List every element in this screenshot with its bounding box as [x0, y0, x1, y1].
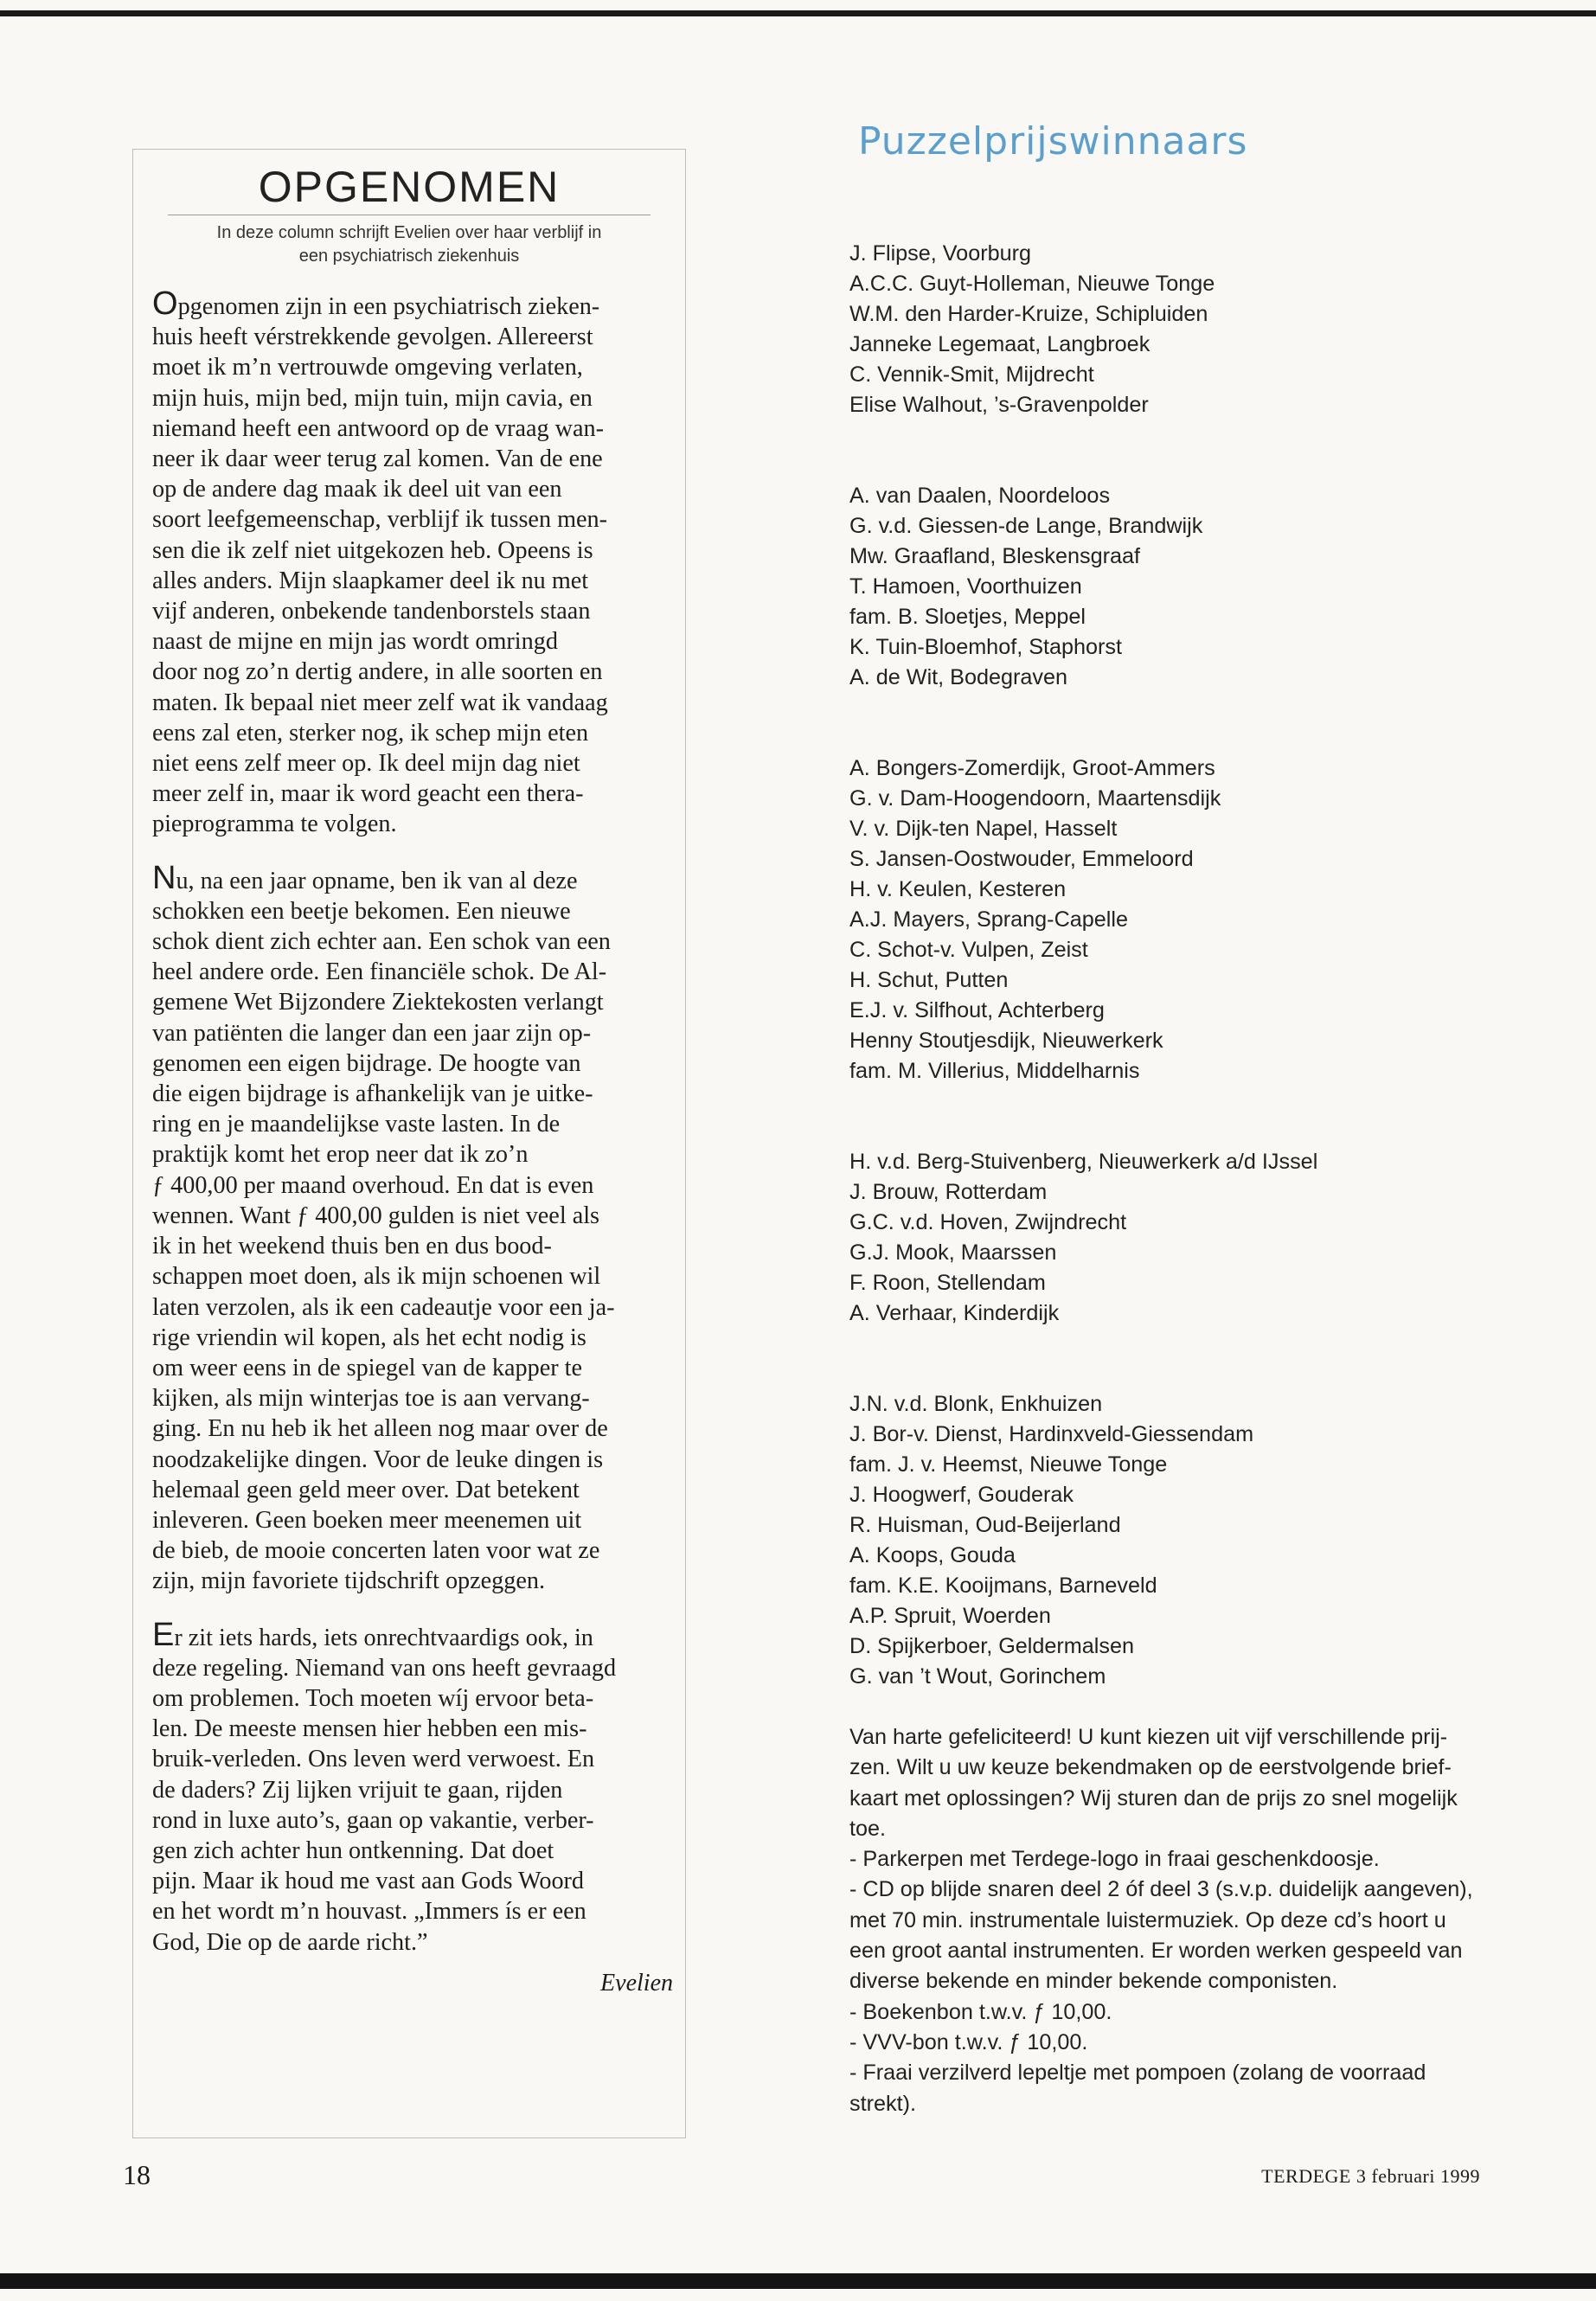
line-text: rige vriendin wil kopen, als het echt nodig is	[152, 1324, 586, 1351]
winner-name: fam. M. Villerius, Middelharnis	[849, 1059, 1140, 1083]
winners-title: Puzzelprijswinnaars	[858, 119, 1248, 163]
signature: Evelien	[600, 1969, 673, 1997]
text-line	[152, 748, 673, 779]
text-line	[152, 535, 673, 566]
text-line	[152, 1683, 673, 1714]
column-body	[152, 285, 673, 1998]
text-line	[152, 1714, 673, 1744]
text-line	[152, 1292, 673, 1323]
line-text: om weer eens in de spiegel van de kapper te	[152, 1354, 582, 1381]
winner-name: J. Brouw, Rotterdam	[849, 1180, 1048, 1204]
winner-group	[849, 1147, 1481, 1329]
line-text: mijn huis, mijn bed, mijn tuin, mijn cavia, en	[152, 384, 593, 412]
line-text: heel andere orde. Een financiële schok. De Al-	[152, 958, 607, 986]
text-line	[152, 1775, 673, 1805]
text-line	[152, 957, 673, 987]
text-line	[152, 1566, 673, 1596]
winner-name: A. van Daalen, Noordeloos	[849, 484, 1111, 508]
winner-name: A. Verhaar, Kinderdijk	[849, 1301, 1060, 1325]
winner-group	[849, 481, 1481, 693]
line-text: helemaal geen geld meer over. Dat betekent	[152, 1476, 580, 1503]
closing-line: - Fraai verzilverd lepeltje met pompoen (zolang de voorraad	[849, 2061, 1426, 2086]
text-line	[152, 1413, 673, 1444]
winner-name: H. Schut, Putten	[849, 968, 1009, 992]
text-line	[152, 383, 673, 413]
text-line	[152, 413, 673, 444]
closing-line: kaart met oplossingen? Wij sturen dan de prijs zo snel mogelijk	[849, 1785, 1458, 1811]
line-text: pieprogramma te volgen.	[152, 811, 397, 838]
paragraph-3	[152, 1616, 673, 1958]
line-text: praktijk komt het erop neer dat ik zo’n	[152, 1141, 529, 1169]
line-text: wennen. Want ƒ 400,00 gulden is niet veel als	[152, 1202, 600, 1229]
line-text: de bieb, de mooie concerten laten voor wat ze	[152, 1537, 600, 1565]
text-line	[152, 1616, 673, 1653]
line-text: kijken, als mijn winterjas toe is aan vervang-	[152, 1385, 590, 1413]
winner-name: A. Bongers-Zomerdijk, Groot-Ammers	[849, 756, 1215, 780]
line-text: u, na een jaar opname, ben ik van al deze	[176, 867, 578, 894]
winner-name: A.C.C. Guyt-Holleman, Nieuwe Tonge	[849, 272, 1215, 296]
winner-name: T. Hamoen, Voorthuizen	[849, 574, 1082, 599]
line-text: gemene Wet Bijzondere Ziektekosten verlangt	[152, 989, 604, 1016]
text-line	[152, 626, 673, 657]
text-line	[152, 688, 673, 718]
text-line	[152, 1653, 673, 1683]
text-line	[152, 1018, 673, 1048]
top-rule	[0, 10, 1596, 16]
bottom-rule	[0, 2273, 1596, 2289]
winner-name: Henny Stoutjesdijk, Nieuwerkerk	[849, 1029, 1163, 1053]
winner-name: A. Koops, Gouda	[849, 1543, 1016, 1567]
text-line	[152, 859, 673, 896]
text-line	[152, 1261, 673, 1292]
closing-line: toe.	[849, 1816, 887, 1841]
line-text: schappen moet doen, als ik mijn schoenen wil	[152, 1263, 601, 1291]
line-text: God, Die op de aarde richt.”	[152, 1928, 428, 1956]
text-line	[152, 1201, 673, 1231]
text-line	[152, 285, 673, 322]
line-text: r zit iets hards, iets onrechtvaardigs ook, in	[174, 1624, 593, 1651]
closing-line: - Parkerpen met Terdege-logo in fraai geschenkdoosje.	[849, 1847, 1380, 1872]
winner-name: J. Bor-v. Dienst, Hardinxveld-Giessendam	[849, 1422, 1254, 1446]
text-line	[152, 779, 673, 809]
text-line	[152, 1744, 673, 1774]
winner-name: J. Flipse, Voorburg	[849, 241, 1031, 266]
text-line	[152, 657, 673, 687]
text-line	[152, 1805, 673, 1836]
paragraph-1	[152, 285, 673, 840]
text-line	[152, 504, 673, 535]
line-text: ging. En nu heb ik het alleen nog maar over de	[152, 1415, 608, 1443]
line-text: pijn. Maar ik houd me vast aan Gods Woord	[152, 1868, 585, 1895]
line-text: die eigen bijdrage is afhankelijk van je uitke-	[152, 1080, 593, 1108]
text-line	[152, 1323, 673, 1353]
winner-name: A. de Wit, Bodegraven	[849, 665, 1068, 689]
winner-group	[849, 753, 1481, 1086]
text-line	[152, 1896, 673, 1926]
closing-line: strekt).	[849, 2091, 916, 2116]
text-line	[152, 1383, 673, 1413]
drop-initial: N	[152, 859, 176, 896]
winner-name: G.J. Mook, Maarssen	[849, 1240, 1057, 1265]
drop-initial: E	[152, 1616, 175, 1653]
text-line	[152, 566, 673, 596]
closing-line: - CD op blijde snaren deel 2 óf deel 3 (s.v.p. duidelijk aangeven),	[849, 1877, 1473, 1902]
text-line	[152, 896, 673, 926]
line-text: en het wordt m’n houvast. „Immers ís er een	[152, 1898, 586, 1926]
closing-line: - VVV-bon t.w.v. ƒ 10,00.	[849, 2029, 1088, 2054]
subtitle-line: In deze column schrijft Evelien over haar verblijf in	[216, 223, 602, 242]
line-text: noodzakelijke dingen. Voor de leuke dingen is	[152, 1445, 604, 1473]
magazine-footer: TERDEGE 3 februari 1999	[1261, 2165, 1480, 2187]
closing-line: een groot aantal instrumenten. Er worden werken gespeeld van	[849, 1939, 1463, 1964]
line-text: vijf anderen, onbekende tandenborstels staan	[152, 598, 591, 625]
line-text: niemand heeft een antwoord op de vraag wan-	[152, 414, 605, 442]
winner-group	[849, 239, 1481, 420]
line-text: soort leefgemeenschap, verblijf ik tussen men-	[152, 506, 607, 534]
text-line	[152, 1231, 673, 1261]
winner-name: D. Spijkerboer, Geldermalsen	[849, 1634, 1134, 1658]
text-line	[152, 1079, 673, 1109]
text-line	[152, 809, 673, 839]
winner-name: G. v. Dam-Hoogendoorn, Maartensdijk	[849, 786, 1221, 811]
line-text: gen zich achter hun ontkenning. Dat doet	[152, 1836, 554, 1864]
text-line	[152, 987, 673, 1017]
line-text: deze regeling. Niemand van ons heeft gevraagd	[152, 1654, 617, 1682]
winner-name: F. Roon, Stellendam	[849, 1271, 1046, 1295]
text-line	[152, 1505, 673, 1535]
column-subtitle	[168, 221, 651, 268]
text-line	[152, 596, 673, 626]
line-text: bruik-verleden. Ons leven werd verwoest. En	[152, 1746, 595, 1773]
text-line	[152, 1139, 673, 1170]
winner-name: G. van ’t Wout, Gorinchem	[849, 1664, 1106, 1689]
winner-name: fam. K.E. Kooijmans, Barneveld	[849, 1574, 1157, 1598]
text-line	[152, 352, 673, 382]
prize-description	[849, 1722, 1481, 2119]
line-text: door nog zo’n dertig andere, in alle soorten en	[152, 658, 603, 686]
line-text: om problemen. Toch moeten wíj ervoor beta-	[152, 1684, 594, 1712]
winner-groups	[849, 239, 1481, 1692]
text-line	[152, 1836, 673, 1866]
winners-list	[849, 239, 1481, 2119]
winner-name: fam. J. v. Heemst, Nieuwe Tonge	[849, 1452, 1168, 1477]
text-line	[152, 322, 673, 352]
text-line	[152, 474, 673, 504]
line-text: sen die ik zelf niet uitgekozen heb. Opeens is	[152, 536, 593, 564]
line-text: van patiënten die langer dan een jaar zijn op-	[152, 1019, 592, 1047]
line-text: niet eens zelf meer op. Ik deel mijn dag niet	[152, 750, 580, 778]
line-text: eens zal eten, sterker nog, ik schep mijn eten	[152, 719, 589, 747]
winner-name: Janneke Legemaat, Langbroek	[849, 332, 1151, 356]
closing-line: zen. Wilt u uw keuze bekendmaken op de eerstvolgende brief-	[849, 1755, 1452, 1780]
winner-name: A.P. Spruit, Woerden	[849, 1604, 1051, 1628]
text-line	[152, 1866, 673, 1896]
line-text: schokken een beetje bekomen. Een nieuwe	[152, 897, 571, 925]
line-text: meer zelf in, maar ik word geacht een thera-	[152, 780, 584, 808]
subtitle-line: een psychiatrisch ziekenhuis	[298, 247, 520, 266]
line-text: len. De meeste mensen hier hebben een mis-	[152, 1715, 587, 1743]
line-text: huis heeft vérstrekkende gevolgen. Allereerst	[152, 324, 593, 351]
line-text: naast de mijne en mijn jas wordt omringd	[152, 628, 558, 656]
winner-name: K. Tuin-Bloemhof, Staphorst	[849, 635, 1123, 659]
winner-name: Mw. Graafland, Bleskensgraaf	[849, 544, 1140, 568]
text-line	[152, 926, 673, 957]
paragraph-2	[152, 859, 673, 1597]
column-box	[132, 149, 686, 2138]
text-line	[152, 1475, 673, 1505]
text-line	[152, 1170, 673, 1201]
winner-name: S. Jansen-Oostwouder, Emmeloord	[849, 847, 1194, 871]
winner-name: V. v. Dijk-ten Napel, Hasselt	[849, 817, 1118, 841]
winner-name: J. Hoogwerf, Gouderak	[849, 1483, 1074, 1507]
closing-line: - Boekenbon t.w.v. ƒ 10,00.	[849, 1999, 1112, 2024]
line-text: neer ik daar weer terug zal komen. Van de ene	[152, 445, 603, 473]
line-text: genomen een eigen bijdrage. De hoogte van	[152, 1049, 581, 1077]
text-line	[152, 444, 673, 474]
winner-name: C. Vennik-Smit, Mijdrecht	[849, 362, 1094, 387]
line-text: ring en je maandelijkse vaste lasten. In de	[152, 1111, 561, 1138]
line-text: ik in het weekend thuis ben en dus bood-	[152, 1233, 552, 1260]
winner-group	[849, 1389, 1481, 1692]
line-text: ƒ 400,00 per maand overhoud. En dat is even	[152, 1171, 594, 1199]
closing-line: Van harte gefeliciteerd! U kunt kiezen uit vijf verschillende prij-	[849, 1725, 1448, 1749]
text-line	[152, 718, 673, 748]
winner-name: E.J. v. Silfhout, Achterberg	[849, 998, 1105, 1022]
text-line	[152, 1445, 673, 1475]
column-title: OPGENOMEN	[258, 163, 561, 211]
winner-name: A.J. Mayers, Sprang-Capelle	[849, 907, 1128, 932]
text-line	[152, 1535, 673, 1566]
winner-name: Elise Walhout, ’s-Gravenpolder	[849, 393, 1149, 417]
winner-name: W.M. den Harder-Kruize, Schipluiden	[849, 302, 1208, 326]
winner-name: C. Schot-v. Vulpen, Zeist	[849, 938, 1088, 962]
line-text: laten verzolen, als ik een cadeautje voor een ja-	[152, 1293, 615, 1321]
winner-name: J.N. v.d. Blonk, Enkhuizen	[849, 1392, 1103, 1416]
line-text: de daders? Zij lijken vrijuit te gaan, rijden	[152, 1776, 563, 1804]
line-text: rond in luxe auto’s, gaan op vakantie, verber-	[152, 1806, 594, 1834]
closing-line: diverse bekende en minder bekende componisten.	[849, 1969, 1338, 1994]
text-line	[152, 1048, 673, 1079]
closing-line: met 70 min. instrumentale luistermuziek. Op deze cd’s hoort u	[849, 1907, 1446, 1932]
winner-name: H. v. Keulen, Kesteren	[849, 877, 1067, 901]
line-text: schok dient zich echter aan. Een schok van een	[152, 928, 611, 956]
line-text: zijn, mijn favoriete tijdschrift opzeggen.	[152, 1567, 545, 1595]
winner-name: H. v.d. Berg-Stuivenberg, Nieuwerkerk a/d IJssel	[849, 1150, 1318, 1174]
line-text: op de andere dag maak ik deel uit van een	[152, 476, 562, 503]
page-number: 18	[123, 2159, 151, 2190]
winner-name: G.C. v.d. Hoven, Zwijndrecht	[849, 1210, 1127, 1234]
line-text: maten. Ik bepaal niet meer zelf wat ik vandaag	[152, 689, 608, 716]
text-line	[152, 1109, 673, 1139]
line-text: alles anders. Mijn slaapkamer deel ik nu met	[152, 567, 589, 594]
line-text: moet ik m’n vertrouwde omgeving verlaten,	[152, 354, 583, 381]
drop-initial: O	[152, 285, 178, 322]
winner-name: R. Huisman, Oud-Beijerland	[849, 1513, 1121, 1537]
line-text: inleveren. Geen boeken meer meenemen uit	[152, 1506, 582, 1534]
winner-name: G. v.d. Giessen-de Lange, Brandwijk	[849, 514, 1203, 538]
text-line	[152, 1353, 673, 1383]
line-text: pgenomen zijn in een psychiatrisch zieken-	[177, 293, 600, 320]
winner-name: fam. B. Sloetjes, Meppel	[849, 605, 1086, 629]
text-line	[152, 1927, 673, 1958]
